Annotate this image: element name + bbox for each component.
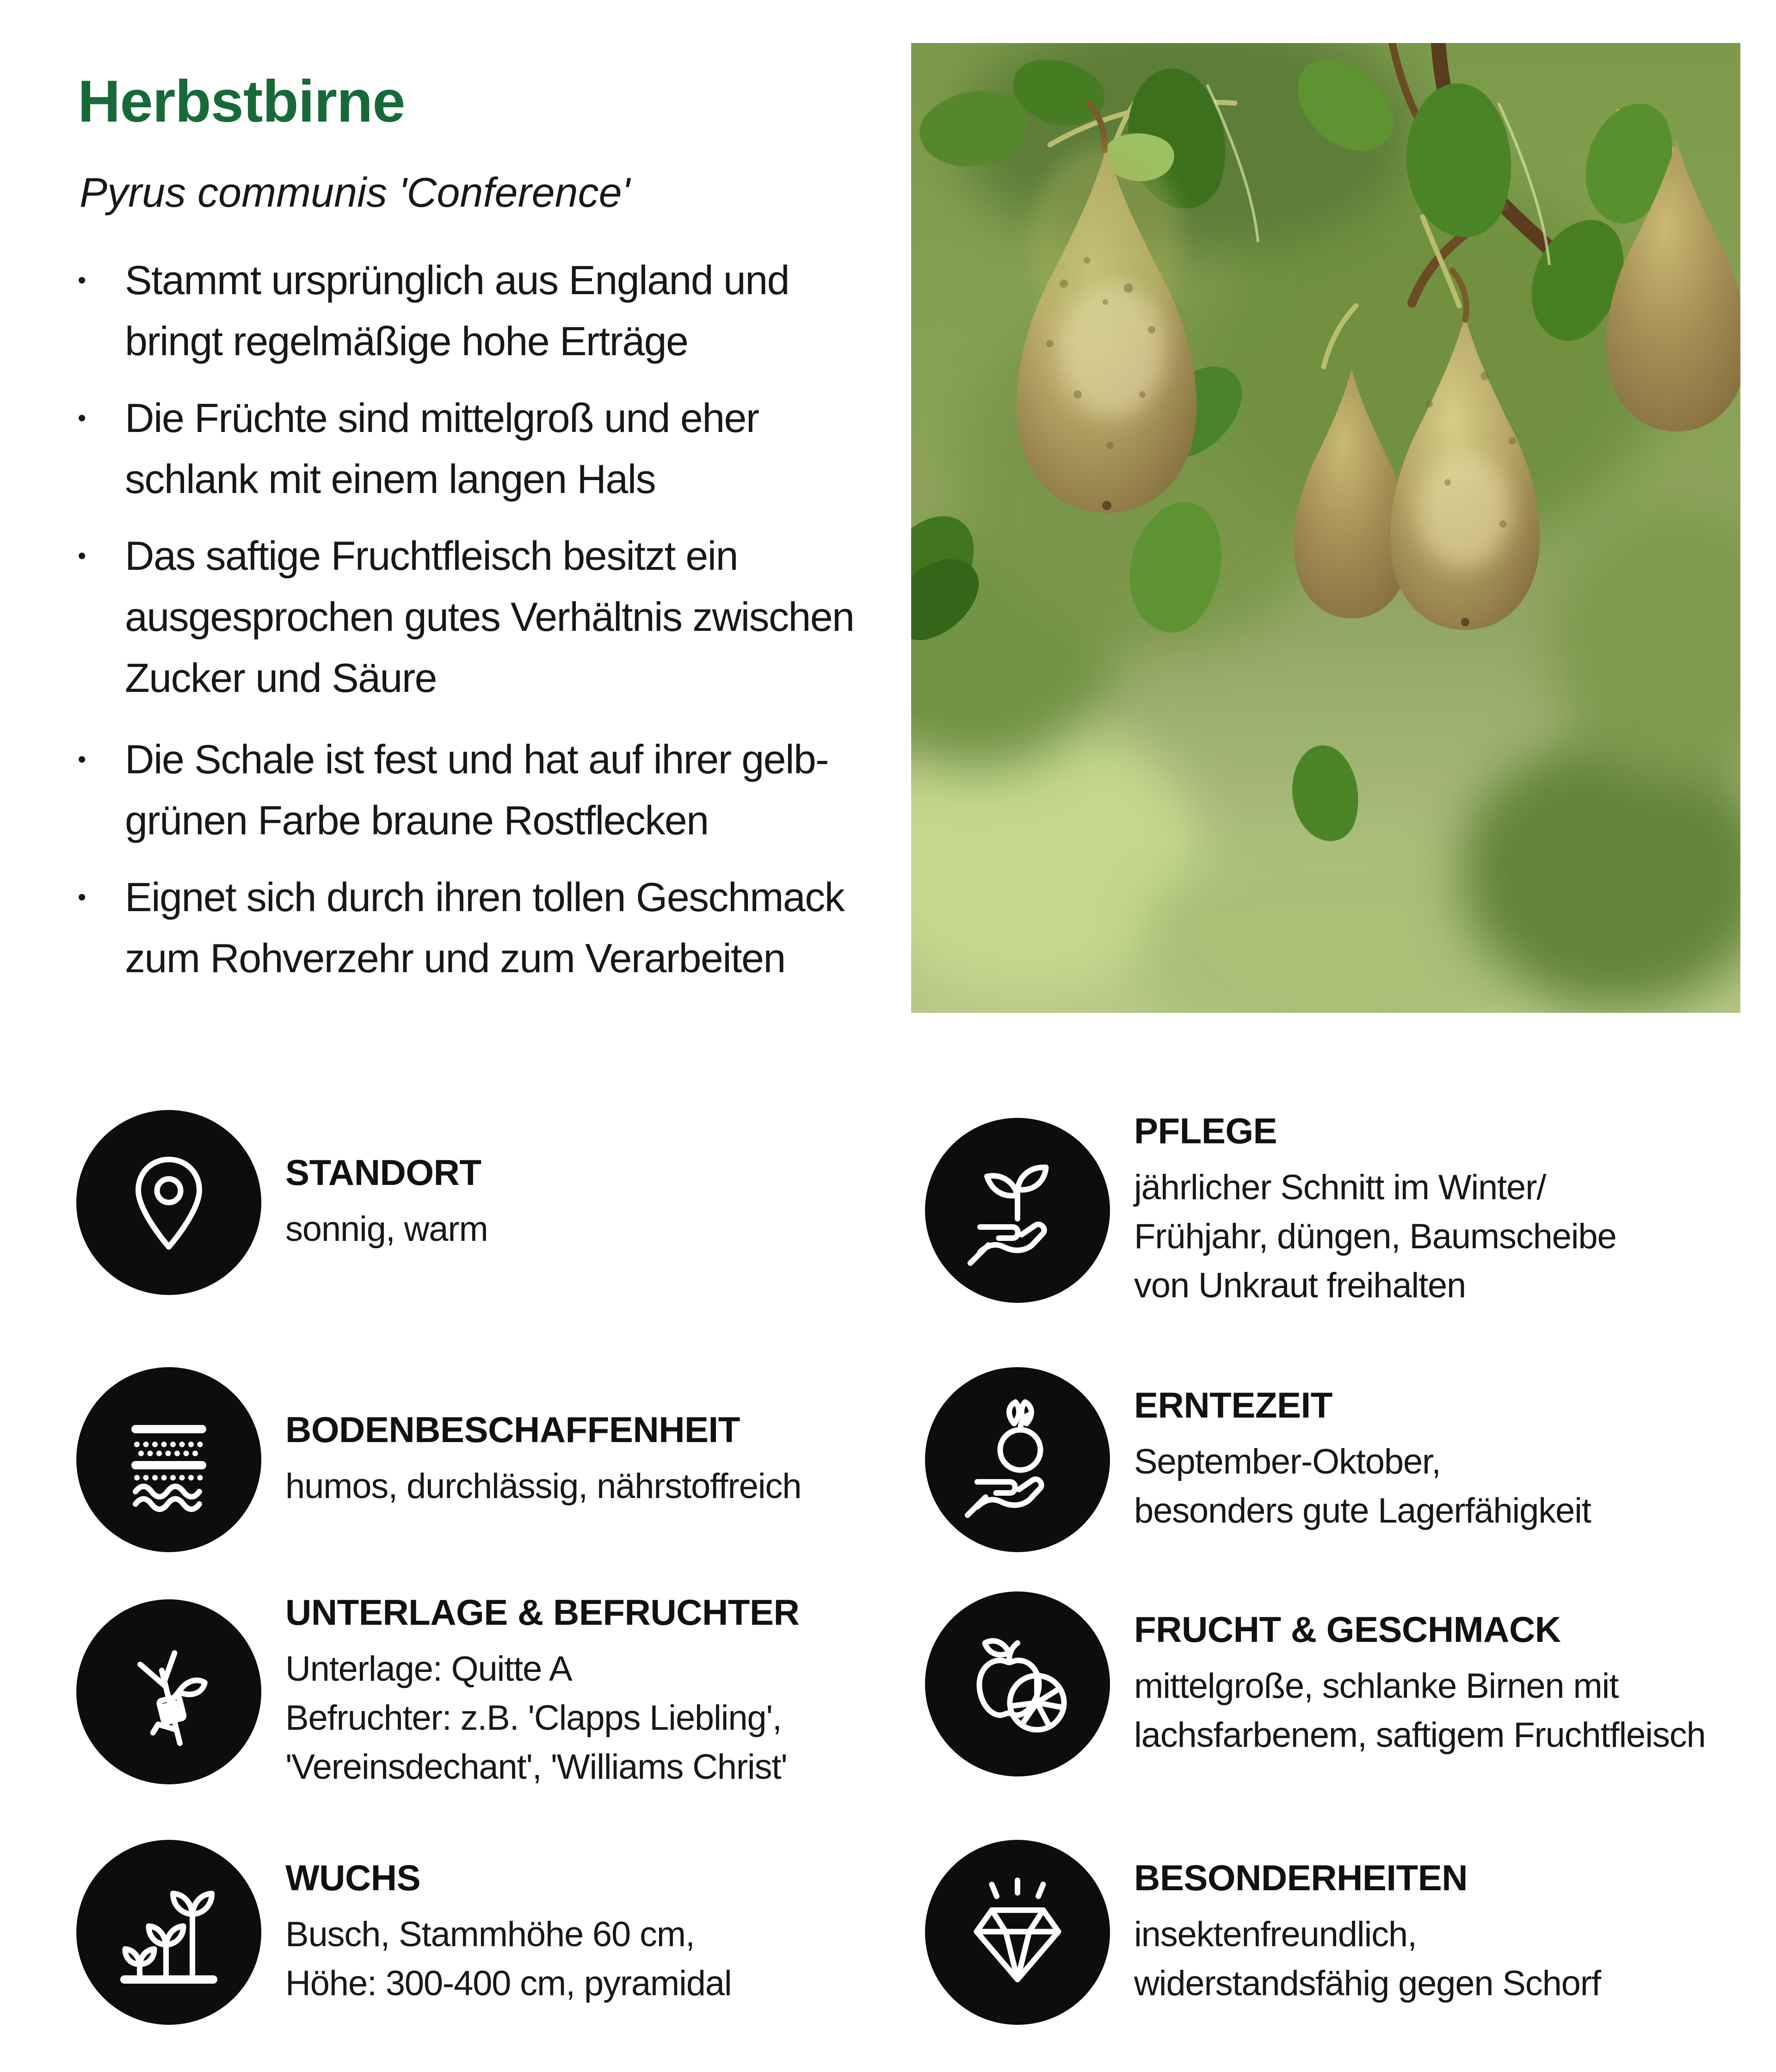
bullet-icon: • xyxy=(78,405,86,432)
apple-slice-icon xyxy=(948,1615,1087,1753)
location-pin-icon xyxy=(99,1133,238,1272)
info-card-standort: STANDORT sonnig, warm xyxy=(76,1110,488,1295)
list-item: • Die Schale ist fest und hat auf ihrer gelb- grünen Farbe braune Rostflecken xyxy=(78,729,910,851)
icon-circle xyxy=(76,1367,261,1552)
icon-circle xyxy=(76,1110,261,1295)
sprouts-growth-icon xyxy=(99,1863,238,2002)
card-title: ERNTEZEIT xyxy=(1134,1384,1332,1425)
list-item: • Stammt ursprünglich aus England und bringt regelmäßige hohe Erträge xyxy=(78,250,910,372)
info-card-wuchs: WUCHS Busch, Stammhöhe 60 cm, Höhe: 300-400 cm, pyramidal xyxy=(76,1840,732,2025)
list-item: • Die Früchte sind mittelgroß und eher schlank mit einem langen Hals xyxy=(78,388,910,510)
card-title: UNTERLAGE & BEFRUCHTER xyxy=(285,1592,800,1633)
bullet-icon: • xyxy=(78,746,86,773)
hand-fruit-icon xyxy=(948,1390,1087,1529)
diamond-icon xyxy=(948,1863,1087,2002)
soil-layers-icon xyxy=(99,1390,238,1529)
icon-circle xyxy=(925,1118,1110,1303)
bullet-icon: • xyxy=(78,543,86,569)
info-card-unterlage: UNTERLAGE & BEFRUCHTER Unterlage: Quitte A Befruchter: z.B. 'Clapps Liebling', 'Vereinsdechant', 'Williams Christ' xyxy=(76,1591,799,1792)
card-title: FRUCHT & GESCHMACK xyxy=(1134,1609,1561,1650)
card-title: WUCHS xyxy=(285,1857,421,1898)
info-card-boden: BODENBESCHAFFENHEIT humos, durchlässig, nährstoffreich xyxy=(76,1367,801,1552)
card-title: BESONDERHEITEN xyxy=(1134,1857,1468,1898)
bullet-icon: • xyxy=(78,884,86,911)
feature-bullet-list xyxy=(78,250,910,1005)
list-item: • Eignet sich durch ihren tollen Geschmack zum Rohverzehr und zum Verarbeiten xyxy=(78,867,910,989)
pear-branch-photo xyxy=(911,43,1740,1013)
page-title: Herbstbirne xyxy=(78,68,405,135)
icon-circle xyxy=(925,1840,1110,2025)
icon-circle xyxy=(76,1840,261,2025)
card-title: STANDORT xyxy=(285,1152,481,1193)
bullet-icon: • xyxy=(78,267,86,294)
grafting-icon xyxy=(99,1622,238,1761)
botanical-name: Pyrus communis 'Conference' xyxy=(80,170,630,216)
info-card-besonderheiten: BESONDERHEITEN insektenfreundlich, widerstandsfähig gegen Schorf xyxy=(925,1840,1601,2025)
icon-circle xyxy=(76,1599,261,1784)
info-card-frucht: FRUCHT & GESCHMACK mittelgroße, schlanke Birnen mit lachsfarbenem, saftigem Fruchtfleisch xyxy=(925,1591,1705,1776)
card-title: BODENBESCHAFFENHEIT xyxy=(285,1409,740,1450)
list-item: • Das saftige Fruchtfleisch besitzt ein ausgesprochen gutes Verhältnis zwischen Zucker und Säure xyxy=(78,525,910,709)
info-card-erntezeit: ERNTEZEIT September-Oktober, besonders gute Lagerfähigkeit xyxy=(925,1367,1591,1552)
icon-circle xyxy=(925,1591,1110,1776)
hand-sprout-icon xyxy=(948,1141,1087,1280)
card-title: PFLEGE xyxy=(1134,1110,1277,1151)
info-card-pflege: PFLEGE jährlicher Schnitt im Winter/ Frühjahr, düngen, Baumscheibe von Unkraut freihalten xyxy=(925,1110,1616,1310)
icon-circle xyxy=(925,1367,1110,1552)
